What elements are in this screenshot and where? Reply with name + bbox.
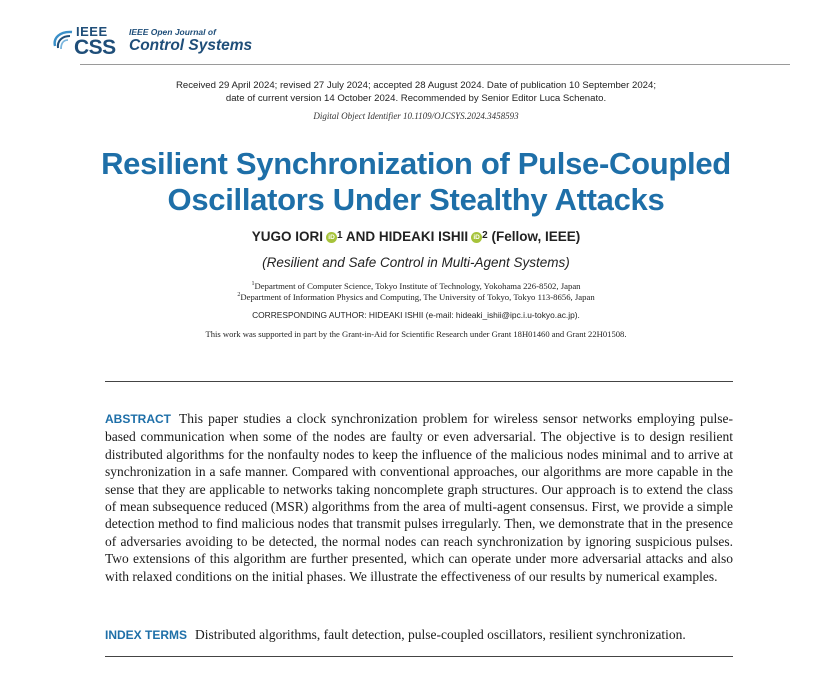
- doi-line: Digital Object Identifier 10.1109/OJCSYS.2024.3458593: [313, 111, 519, 121]
- author-1-name: YUGO IORI: [251, 229, 324, 244]
- logo-css-text: CSS: [74, 36, 116, 59]
- affiliation-1-sup: 1: [251, 281, 255, 288]
- affiliation-1-text: Department of Computer Science, Tokyo Institute of Technology, Yokohama 226-8502, Japan: [254, 281, 581, 291]
- author-2-affil-sup: 2: [482, 230, 488, 241]
- orcid-icon[interactable]: iD: [471, 232, 482, 243]
- journal-subtitle: IEEE Open Journal of: [129, 27, 216, 37]
- journal-logo: [50, 22, 253, 59]
- publication-dates: [80, 79, 752, 105]
- abstract-text: This paper studies a clock synchronization problem for wireless sensor networks employing pulse-based communication when some of the nodes are faulty or even adversarial. The objective is to design resilient distributed algorithms for the nonfaulty nodes to keep the influence of the malicious nodes minimal and to arrive at synchronization in a safe manner. Compared with conventional approaches, our algorithms are more capable in the sense that they are applicable to networks taking noncomplete graph structures. Our approach is to extend the class of mean subsequence reduced (MSR) algorithms from the area of multi-agent consensus. First, we provide a simple detection method to find malicious nodes that transmit pulses irregularly. Then, we demonstrate that in the presence of adversaries avoiding to be detected, the normal nodes can reach synchronization by ignoring suspicious pulses. Two extensions of this algorithm are further presented, which can operate under more adversarial attacks and also with relaxed conditions on the initial phases. We illustrate the effectiveness of our results by numerical examples.: [105, 411, 733, 584]
- author-2-suffix: (Fellow, IEEE): [491, 229, 581, 244]
- dates-line-2: date of current version 14 October 2024. Recommended by Senior Editor Luca Schenato.: [225, 93, 607, 104]
- index-terms: [105, 626, 733, 644]
- index-terms-text: Distributed algorithms, fault detection, pulse-coupled oscillators, resilient synchronization.: [195, 627, 686, 642]
- dates-line-1: Received 29 April 2024; revised 27 July 2024; accepted 28 August 2024. Date of publication 10 September 2024;: [175, 80, 656, 91]
- affiliation-2-text: Department of Information Physics and Computing, The University of Tokyo, Tokyo 113-8656, Japan: [240, 292, 595, 302]
- header-divider: [80, 64, 790, 65]
- author-connector: AND: [345, 229, 376, 244]
- author-line: [80, 229, 752, 244]
- logo-ieee-text: IEEE: [76, 24, 108, 39]
- index-bottom-rule: [105, 656, 733, 657]
- abstract-label: ABSTRACT: [105, 412, 171, 426]
- paper-title: [60, 146, 772, 218]
- affiliation-1: [80, 281, 752, 291]
- abstract: [105, 410, 733, 585]
- author-1-affil-sup: 1: [337, 230, 343, 241]
- funding-note: This work was supported in part by the Grant-in-Aid for Scientific Research under Grant 18H01460 and Grant 22H01508.: [205, 329, 627, 339]
- title-line-1: Resilient Synchronization of Pulse-Coupled: [101, 146, 731, 181]
- affiliation-2-sup: 2: [237, 292, 241, 299]
- abstract-top-rule: [105, 381, 733, 382]
- affiliation-2: [80, 292, 752, 302]
- corresponding-author: CORRESPONDING AUTHOR: HIDEAKI ISHII (e-mail: hideaki_ishii@ipc.i.u-tokyo.ac.jp).: [252, 310, 580, 320]
- orcid-icon[interactable]: iD: [326, 232, 337, 243]
- author-2-name: HIDEAKI ISHII: [378, 229, 469, 244]
- special-section: (Resilient and Safe Control in Multi-Agent Systems): [262, 255, 570, 270]
- journal-name: Control Systems: [129, 37, 253, 54]
- index-terms-label: INDEX TERMS: [105, 628, 188, 642]
- title-line-2: Oscillators Under Stealthy Attacks: [167, 182, 665, 217]
